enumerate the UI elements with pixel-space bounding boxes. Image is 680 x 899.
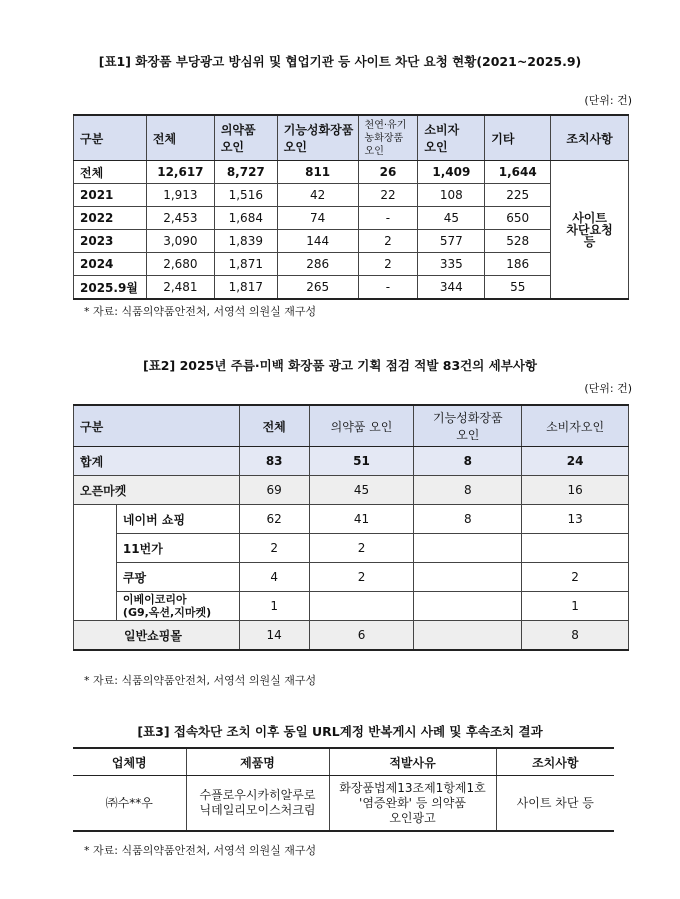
t2-cell: 1 bbox=[522, 592, 629, 621]
t1-cell: 2,453 bbox=[146, 207, 214, 230]
t1-cell: 577 bbox=[418, 230, 485, 253]
table1-unit: (단위: 건) bbox=[584, 94, 632, 107]
table-row bbox=[74, 592, 629, 621]
t1-cell: 42 bbox=[277, 184, 358, 207]
t1-cell: 811 bbox=[277, 161, 358, 184]
t1-action-cell: 사이트 차단요청 등 bbox=[551, 161, 629, 300]
t1-header: 기능성화장품 오인 bbox=[277, 115, 358, 161]
table3 bbox=[73, 747, 614, 832]
table-row bbox=[73, 776, 614, 832]
table-row bbox=[74, 230, 629, 253]
t1-cell: 22 bbox=[358, 184, 418, 207]
t1-header: 천연·유기 농화장품 오인 bbox=[358, 115, 418, 161]
table1-title: [표1] 화장품 부당광고 방심위 및 협업기관 등 사이트 차단 요청 현황(2021~2025.9) bbox=[98, 54, 582, 69]
t1-cell: 26 bbox=[358, 161, 418, 184]
t2-header: 소비자오인 bbox=[522, 405, 629, 447]
t2-cell: 51 bbox=[309, 447, 414, 476]
t2-cell: 쿠팡 bbox=[116, 563, 239, 592]
table2-header-row bbox=[74, 405, 629, 447]
t3-header: 조치사항 bbox=[496, 748, 614, 776]
t1-cell: 2025.9월 bbox=[74, 276, 147, 300]
table3-note: * 자료: 식품의약품안전처, 서영석 의원실 재구성 bbox=[84, 844, 317, 857]
table3-title: [표3] 접속차단 조치 이후 동일 URL계정 반복게시 사례 및 후속조치 결과 bbox=[137, 724, 543, 739]
table-row bbox=[74, 505, 629, 534]
t1-cell: 335 bbox=[418, 253, 485, 276]
t2-cell: 네이버 쇼핑 bbox=[116, 505, 239, 534]
t1-cell: 225 bbox=[485, 184, 551, 207]
t1-cell: 2023 bbox=[74, 230, 147, 253]
t2-cell: 41 bbox=[309, 505, 414, 534]
t2-cell: 45 bbox=[309, 476, 414, 505]
t2-cell: 24 bbox=[522, 447, 629, 476]
t2-cell: 83 bbox=[239, 447, 309, 476]
t1-cell: 1,913 bbox=[146, 184, 214, 207]
table2 bbox=[73, 404, 629, 651]
table-row bbox=[74, 447, 629, 476]
t2-cell: 8 bbox=[414, 476, 522, 505]
table-row bbox=[74, 207, 629, 230]
t2-cell: 2 bbox=[522, 563, 629, 592]
table3-header-row bbox=[73, 748, 614, 776]
t2-cell: 13 bbox=[522, 505, 629, 534]
table-row bbox=[74, 253, 629, 276]
t1-cell: 265 bbox=[277, 276, 358, 300]
t1-cell: 1,516 bbox=[214, 184, 277, 207]
t1-cell: 186 bbox=[485, 253, 551, 276]
t2-cell bbox=[414, 592, 522, 621]
table-row bbox=[74, 184, 629, 207]
t3-header: 업체명 bbox=[73, 748, 186, 776]
t2-cell: 14 bbox=[239, 621, 309, 651]
t1-cell: 144 bbox=[277, 230, 358, 253]
t2-cell: 6 bbox=[309, 621, 414, 651]
t1-header: 의약품 오인 bbox=[214, 115, 277, 161]
t3-header: 적발사유 bbox=[329, 748, 496, 776]
t2-cell: 오픈마켓 bbox=[74, 476, 240, 505]
t2-cell bbox=[309, 592, 414, 621]
t3-cell: 화장품법제13조제1항제1호 '염증완화' 등 의약품 오인광고 bbox=[329, 776, 496, 832]
t1-header: 소비자 오인 bbox=[418, 115, 485, 161]
t2-cell: 8 bbox=[414, 447, 522, 476]
t1-cell: 108 bbox=[418, 184, 485, 207]
t2-cell: 이베이코리아 (G9,옥션,지마켓) bbox=[116, 592, 239, 621]
t1-cell: - bbox=[358, 207, 418, 230]
t2-cell bbox=[414, 563, 522, 592]
table-row bbox=[74, 534, 629, 563]
t1-cell: 45 bbox=[418, 207, 485, 230]
t2-cell: 62 bbox=[239, 505, 309, 534]
t2-cell: 8 bbox=[522, 621, 629, 651]
table1-note: * 자료: 식품의약품안전처, 서영석 의원실 재구성 bbox=[84, 305, 317, 318]
table-row bbox=[74, 276, 629, 300]
t2-cell: 11번가 bbox=[116, 534, 239, 563]
table1 bbox=[73, 114, 629, 300]
t2-cell: 합계 bbox=[74, 447, 240, 476]
t2-cell: 69 bbox=[239, 476, 309, 505]
t2-cell bbox=[414, 534, 522, 563]
t1-cell: 12,617 bbox=[146, 161, 214, 184]
t1-cell: 8,727 bbox=[214, 161, 277, 184]
t1-cell: 3,090 bbox=[146, 230, 214, 253]
t2-cell: 일반쇼핑몰 bbox=[74, 621, 240, 651]
t1-cell: 55 bbox=[485, 276, 551, 300]
t2-cell: 16 bbox=[522, 476, 629, 505]
t1-cell: 528 bbox=[485, 230, 551, 253]
table2-unit: (단위: 건) bbox=[584, 382, 632, 395]
t1-header: 기타 bbox=[485, 115, 551, 161]
t1-cell: 전체 bbox=[74, 161, 147, 184]
t2-cell: 4 bbox=[239, 563, 309, 592]
t2-cell: 8 bbox=[414, 505, 522, 534]
t2-cell bbox=[414, 621, 522, 651]
t2-cell: 2 bbox=[239, 534, 309, 563]
t1-cell: 74 bbox=[277, 207, 358, 230]
t1-cell: 2,680 bbox=[146, 253, 214, 276]
table-row bbox=[74, 563, 629, 592]
t1-cell: 1,839 bbox=[214, 230, 277, 253]
t2-header: 구분 bbox=[74, 405, 240, 447]
t1-header: 조치사항 bbox=[551, 115, 629, 161]
t1-cell: 286 bbox=[277, 253, 358, 276]
t1-header: 구분 bbox=[74, 115, 147, 161]
t1-cell: - bbox=[358, 276, 418, 300]
t3-cell: 수플로우시카히알루로 닉데일리모이스처크림 bbox=[186, 776, 329, 832]
table-row bbox=[74, 621, 629, 651]
t1-header: 전체 bbox=[146, 115, 214, 161]
t3-cell: ㈜수**우 bbox=[73, 776, 186, 832]
t2-cell: 2 bbox=[309, 534, 414, 563]
table2-note: * 자료: 식품의약품안전처, 서영석 의원실 재구성 bbox=[84, 674, 317, 687]
t2-cell: 2 bbox=[309, 563, 414, 592]
t2-cell: 1 bbox=[239, 592, 309, 621]
t3-cell: 사이트 차단 등 bbox=[496, 776, 614, 832]
table2-title: [표2] 2025년 주름·미백 화장품 광고 기획 점검 적발 83건의 세부사항 bbox=[143, 358, 537, 373]
t2-header: 전체 bbox=[239, 405, 309, 447]
t1-cell: 2 bbox=[358, 230, 418, 253]
table-row bbox=[74, 161, 629, 184]
t1-cell: 2 bbox=[358, 253, 418, 276]
t1-cell: 2,481 bbox=[146, 276, 214, 300]
t2-header: 의약품 오인 bbox=[309, 405, 414, 447]
t1-cell: 2024 bbox=[74, 253, 147, 276]
t1-cell: 2022 bbox=[74, 207, 147, 230]
t2-header: 기능성화장품 오인 bbox=[414, 405, 522, 447]
t1-cell: 344 bbox=[418, 276, 485, 300]
t1-cell: 650 bbox=[485, 207, 551, 230]
t1-cell: 1,644 bbox=[485, 161, 551, 184]
t1-cell: 1,409 bbox=[418, 161, 485, 184]
table-row bbox=[74, 476, 629, 505]
t2-cell bbox=[522, 534, 629, 563]
t2-indent-cell bbox=[74, 505, 117, 621]
t3-header: 제품명 bbox=[186, 748, 329, 776]
t1-cell: 2021 bbox=[74, 184, 147, 207]
table1-header-row bbox=[74, 115, 629, 161]
t1-cell: 1,684 bbox=[214, 207, 277, 230]
t1-cell: 1,871 bbox=[214, 253, 277, 276]
t1-cell: 1,817 bbox=[214, 276, 277, 300]
